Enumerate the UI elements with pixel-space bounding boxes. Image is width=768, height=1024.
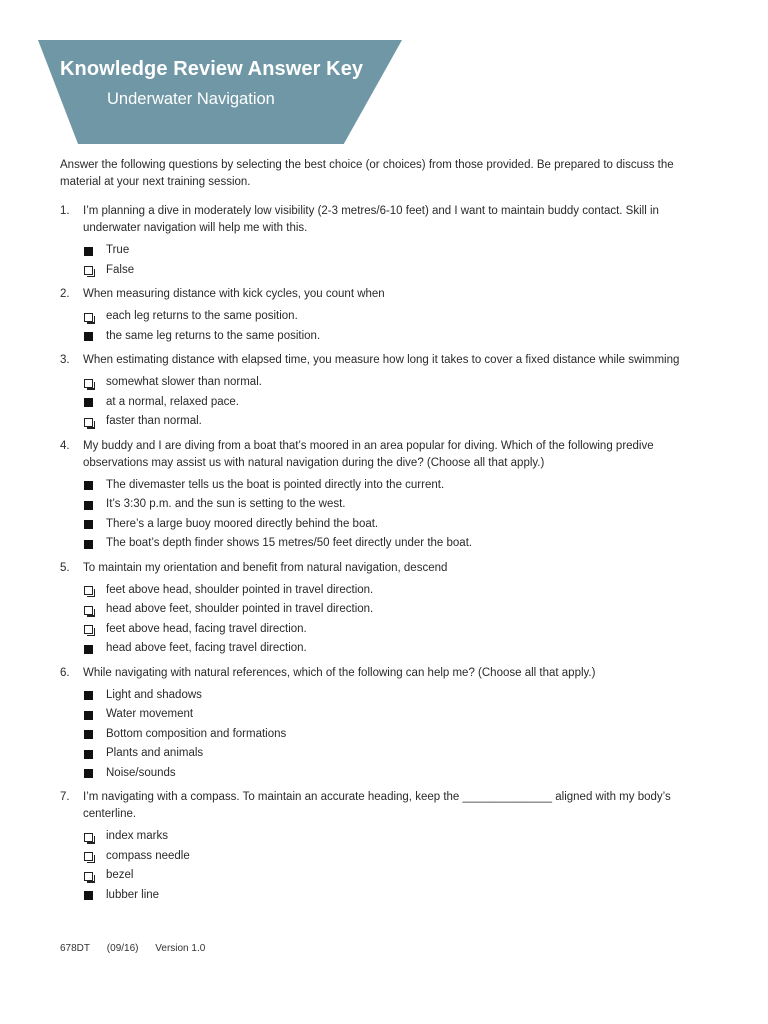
option-label: feet above head, facing travel direction. [106, 622, 307, 635]
answer-option [0, 620, 768, 640]
footer-code: 678DT [60, 943, 91, 954]
answer-option [0, 307, 768, 327]
answer-option [0, 686, 768, 706]
checked-box-icon [84, 750, 93, 759]
footer-version: Version 1.0 [155, 943, 206, 954]
option-label: It’s 3:30 p.m. and the sun is setting to the west. [106, 498, 346, 510]
unchecked-box-icon [84, 266, 93, 275]
answer-option [0, 261, 768, 281]
answer-option [0, 495, 768, 515]
option-label: index marks [106, 830, 168, 842]
answer-option [0, 725, 768, 745]
option-list [0, 241, 768, 280]
checked-box-icon [84, 332, 93, 341]
checked-box-icon [84, 711, 93, 720]
option-list [0, 581, 768, 659]
option-label: somewhat slower than normal. [106, 376, 262, 388]
unchecked-box-icon [84, 606, 93, 615]
option-label: head above feet, facing travel direction. [106, 642, 307, 654]
checked-box-icon [84, 540, 93, 549]
checked-box-icon [84, 891, 93, 900]
option-label: compass needle [106, 849, 190, 862]
option-label: Plants and animals [106, 747, 204, 759]
option-label: the same leg returns to the same position. [106, 329, 321, 342]
option-label: each leg returns to the same position. [106, 310, 298, 322]
answer-option [0, 639, 768, 659]
answer-option [0, 534, 768, 554]
page-subtitle: Underwater Navigation [107, 90, 275, 108]
question-number: 3. [60, 354, 70, 366]
unchecked-box-icon [84, 379, 93, 388]
question-number: 1. [60, 205, 70, 217]
unchecked-box-icon [84, 586, 93, 595]
option-label: head above feet, shoulder pointed in travel direction. [106, 603, 374, 615]
footer-date: (09/16) [106, 943, 139, 954]
answer-option [0, 327, 768, 347]
question-4 [0, 438, 768, 554]
checked-box-icon [84, 501, 93, 510]
question-2 [0, 286, 768, 346]
answer-option [0, 241, 768, 261]
answer-option [0, 847, 768, 867]
question-text: When estimating distance with elapsed time, you measure how long it takes to cover a fixed distance while swimming [83, 354, 680, 366]
unchecked-box-icon [84, 852, 93, 861]
question-number: 2. [60, 288, 70, 300]
option-label: lubber line [106, 888, 160, 901]
answer-option [0, 393, 768, 413]
option-list [0, 686, 768, 784]
option-label: False [106, 263, 135, 276]
option-list [0, 827, 768, 905]
option-label: faster than normal. [106, 415, 202, 427]
unchecked-box-icon [84, 872, 93, 881]
question-number: 4. [60, 439, 70, 452]
option-label: True [106, 244, 130, 256]
answer-option [0, 412, 768, 432]
question-number: 6. [60, 666, 70, 679]
answer-option [0, 600, 768, 620]
answer-option [0, 515, 768, 535]
question-text: When measuring distance with kick cycles, you count when [83, 288, 385, 300]
answer-option [0, 744, 768, 764]
option-list [0, 307, 768, 346]
question-list [0, 203, 768, 911]
option-list [0, 373, 768, 432]
option-label: feet above head, shoulder pointed in travel direction. [106, 583, 374, 596]
checked-box-icon [84, 691, 93, 700]
checked-box-icon [84, 398, 93, 407]
checked-box-icon [84, 730, 93, 739]
answer-option [0, 866, 768, 886]
option-label: The divemaster tells us the boat is pointed directly into the current. [106, 478, 445, 491]
answer-option [0, 373, 768, 393]
checked-box-icon [84, 247, 93, 256]
answer-option [0, 581, 768, 601]
option-label: The boat’s depth finder shows 15 metres/50 feet directly under the boat. [106, 537, 473, 549]
footer [60, 943, 219, 954]
checked-box-icon [84, 481, 93, 490]
unchecked-box-icon [84, 625, 93, 634]
question-5 [0, 560, 768, 659]
option-list [0, 476, 768, 554]
answer-option [0, 705, 768, 725]
checked-box-icon [84, 769, 93, 778]
question-1 [0, 203, 768, 280]
question-text: I’m navigating with a compass. To maintain an accurate heading, keep the ______________ aligned with my body’s centerline. [83, 791, 671, 820]
unchecked-box-icon [84, 418, 93, 427]
question-number: 5. [60, 561, 70, 574]
unchecked-box-icon [84, 313, 93, 322]
option-label: Water movement [106, 708, 194, 720]
question-6 [0, 665, 768, 784]
checked-box-icon [84, 520, 93, 529]
answer-option [0, 886, 768, 906]
answer-option [0, 476, 768, 496]
question-3 [0, 352, 768, 432]
answer-option [0, 764, 768, 784]
instructions: Answer the following questions by selecting the best choice (or choices) from those provided. Be prepared to discuss the material at your next training session. [60, 159, 674, 188]
question-text: To maintain my orientation and benefit from natural navigation, descend [83, 561, 448, 574]
option-label: bezel [106, 869, 134, 881]
answer-option [0, 827, 768, 847]
question-text: I’m planning a dive in moderately low visibility (2-3 metres/6-10 feet) and I want to maintain buddy contact. Skill in underwater navigation will help me with this. [83, 205, 659, 234]
question-number: 7. [60, 791, 70, 803]
question-text: My buddy and I are diving from a boat that’s moored in an area popular for diving. Which of the following predive observations may assist us with natural navigation during the dive? (Choose all that apply.) [83, 439, 654, 469]
option-label: Noise/sounds [106, 766, 176, 779]
page-title: Knowledge Review Answer Key [60, 58, 364, 80]
option-label: Light and shadows [106, 688, 202, 701]
checked-box-icon [84, 645, 93, 654]
option-label: at a normal, relaxed pace. [106, 395, 239, 408]
question-7 [0, 789, 768, 905]
question-text: While navigating with natural references, which of the following can help me? (Choose all that apply.) [83, 666, 596, 679]
option-label: There’s a large buoy moored directly behind the boat. [106, 517, 379, 530]
option-label: Bottom composition and formations [106, 727, 287, 740]
unchecked-box-icon [84, 833, 93, 842]
